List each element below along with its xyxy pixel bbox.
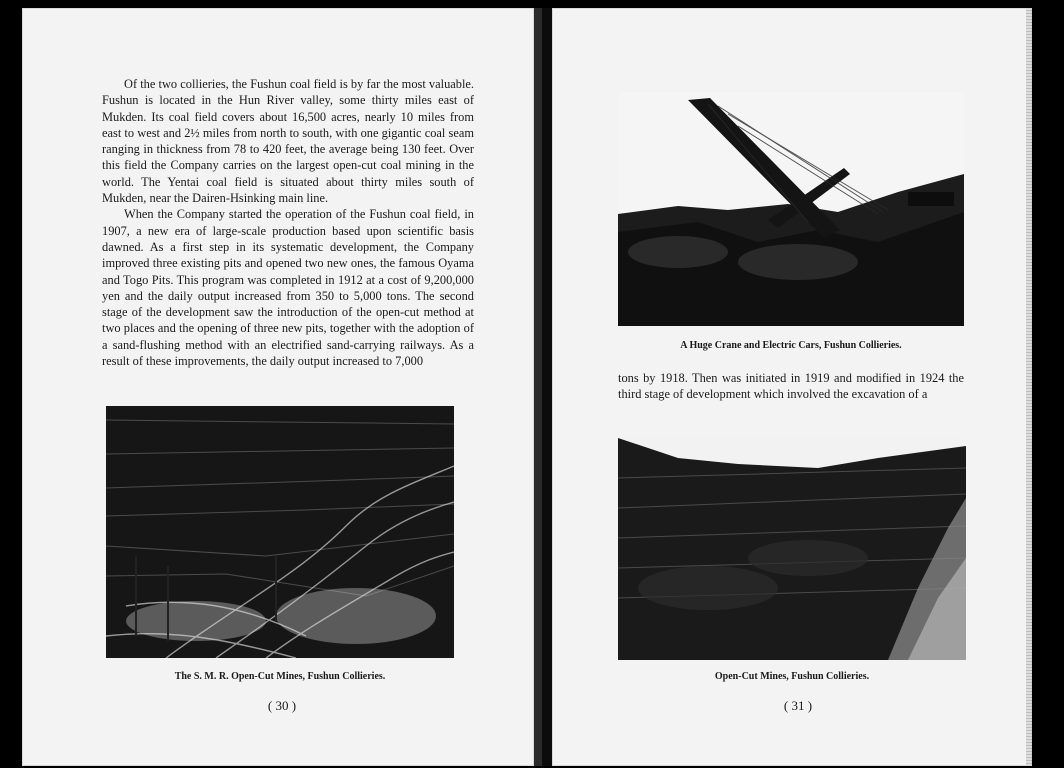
page-number: ( 30 ) <box>267 698 297 713</box>
photo-caption: A Huge Crane and Electric Cars, Fushun Collieries. <box>680 340 902 351</box>
photo-caption: Open-Cut Mines, Fushun Collieries. <box>714 671 870 682</box>
open-cut-mine-image <box>106 406 454 658</box>
right-page-edge <box>1026 8 1032 766</box>
open-cut-mine-photo <box>618 438 966 660</box>
left-page <box>22 8 534 766</box>
open-cut-mine-photo <box>106 406 454 658</box>
crane-image <box>618 92 964 326</box>
crane-photo <box>618 92 964 326</box>
paragraph: Of the two collieries, the Fushun coal field is by far the most valuable. Fushun is located in the Hun River valley, some thirty miles east of Mukden. Its coal field covers about 16,500 acres, nearly 10 miles from east to west and 2½ miles from north to south, with one gigantic coal seam ranging in thickness from 78 to 420 feet, the average being 130 feet. Over this field the Company carries on the largest open-cut coal mining in the world. The Yentai coal field is situated about thirty miles south of Mukden, near the Dairen-Hsinking main line. <box>102 77 474 206</box>
right-page <box>552 8 1032 766</box>
left-page-text <box>102 76 474 369</box>
photo-caption: The S. M. R. Open-Cut Mines, Fushun Collieries. <box>174 671 386 682</box>
book-gutter <box>534 8 542 766</box>
paragraph: tons by 1918. Then was initiated in 1919 and modified in 1924 the third stage of development which involved the excavation of a <box>618 371 964 402</box>
page-number: ( 31 ) <box>783 698 813 713</box>
open-cut-mine-image <box>618 438 966 660</box>
right-page-text <box>618 370 964 403</box>
book-gutter-shadow <box>542 8 552 766</box>
paragraph: When the Company started the operation of the Fushun coal field, in 1907, a new era of large-scale production based upon scientific basis dawned. As a first step in its systematic development, the Company improved three existing pits and opened two new ones, the famous Oyama and Togo Pits. This program was completed in 1912 at a cost of 9,200,000 yen and the daily output increased from 350 to 5,000 tons. The second stage of the development saw the introduction of the open-cut method at two places and the opening of three new pits, together with the adoption of a sand-flushing method with an electrified sand-carrying railways. As a result of these improvements, the daily output increased to 7,000 <box>102 207 474 369</box>
